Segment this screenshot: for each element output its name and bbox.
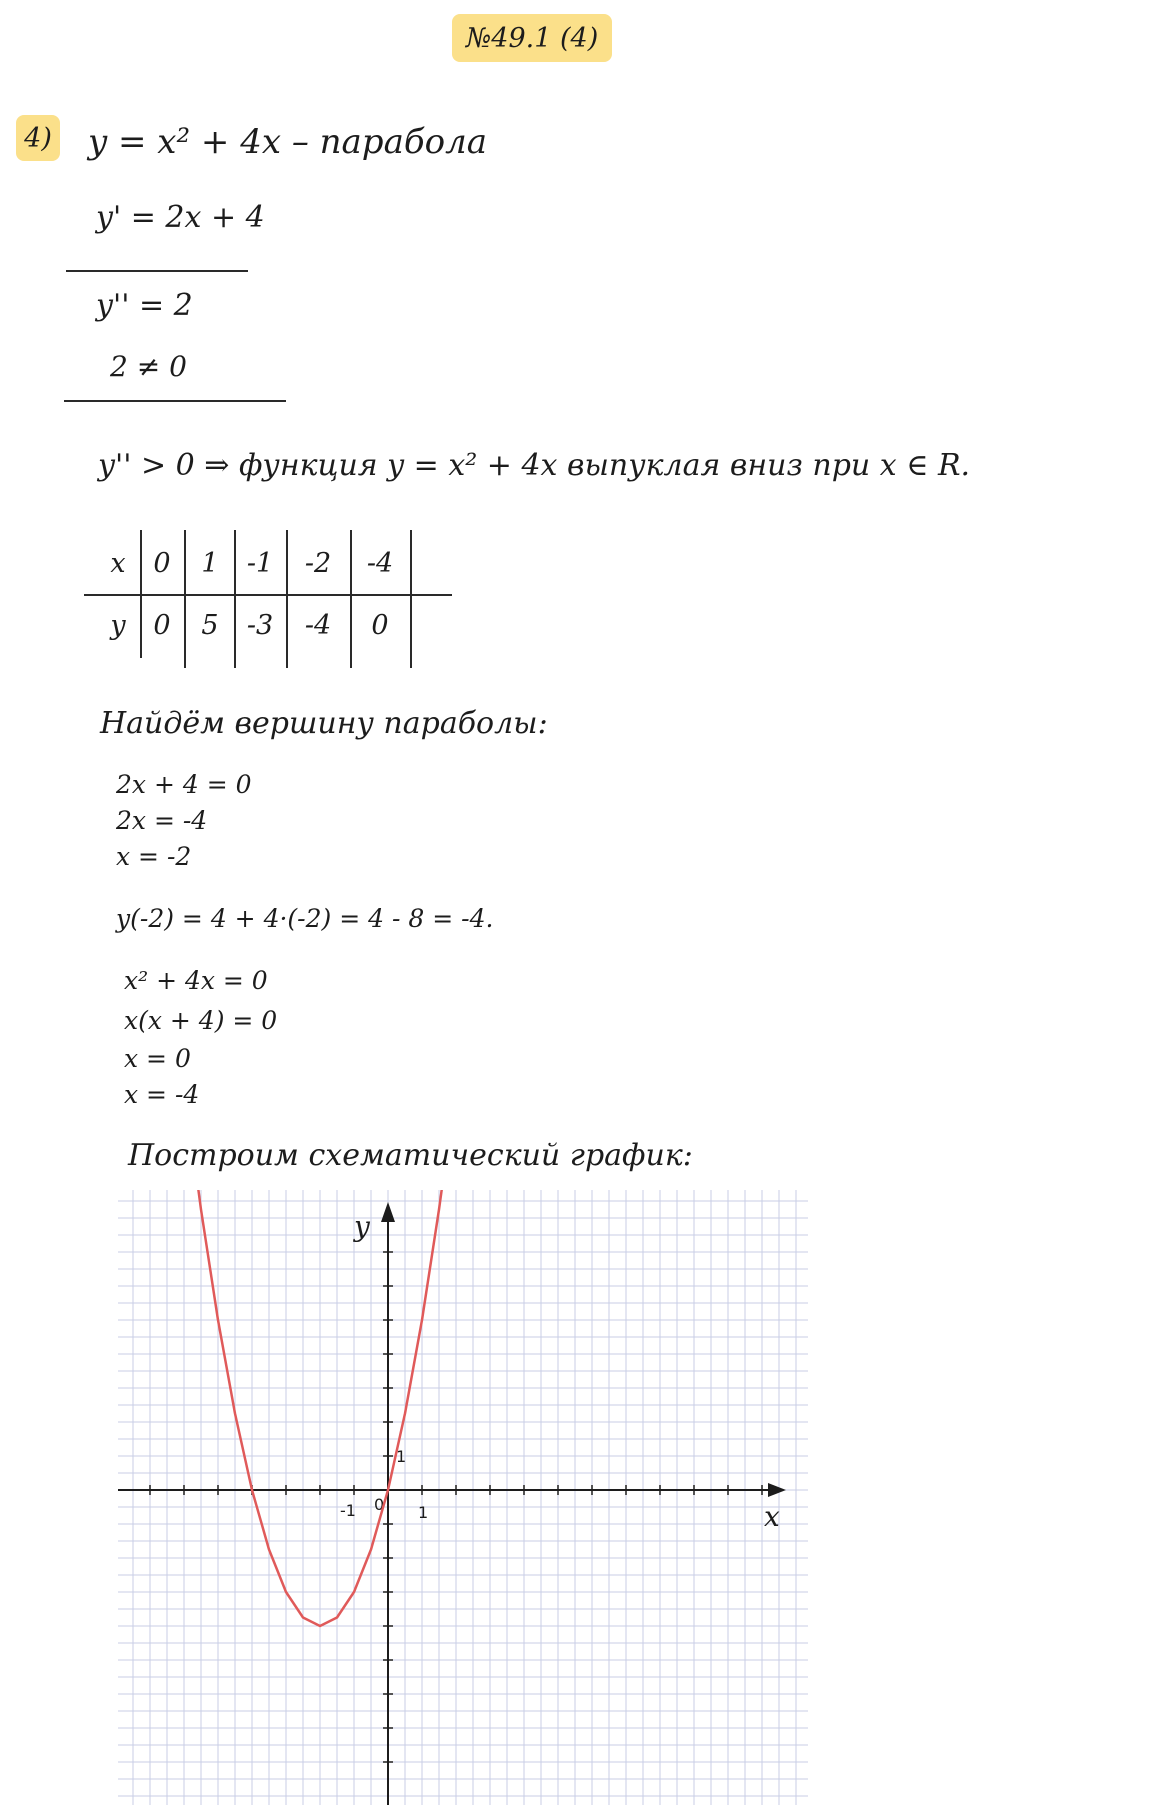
table-y-value: -3 [246, 610, 274, 641]
part-label-badge [16, 115, 60, 161]
x-axis-label: x [764, 1500, 780, 1533]
vertex-step: 2x = -4 [116, 806, 208, 835]
table-x-value: -1 [246, 548, 274, 579]
vertex-heading: Найдём вершину параболы: [100, 706, 548, 741]
table-y-value: -4 [304, 610, 332, 641]
problem-number: №49.1 (4) [465, 22, 599, 54]
first-derivative: y' = 2x + 4 [96, 200, 265, 235]
vertex-step: x = -2 [116, 842, 192, 871]
table-x-value: -2 [304, 548, 332, 579]
graph-heading: Построим схематический график: [128, 1138, 693, 1173]
grid-paper [118, 1190, 808, 1805]
table-y-value: 5 [201, 610, 219, 641]
part-label: 4) [24, 122, 52, 154]
vertex-value: y(-2) = 4 + 4·(-2) = 4 - 8 = -4. [116, 904, 494, 933]
table-column-line [350, 530, 352, 668]
table-column-line [286, 530, 288, 668]
table-column-line [184, 530, 186, 668]
second-derivative: y'' = 2 [96, 288, 193, 323]
table-x-value: 1 [201, 548, 219, 579]
table-y-label: y [110, 610, 126, 641]
table-column-line [234, 530, 236, 668]
table-y-value: 0 [153, 610, 171, 641]
origin-label: 0 [374, 1495, 385, 1514]
nonzero-check: 2 ≠ 0 [110, 350, 187, 383]
roots-step: x = 0 [124, 1044, 191, 1073]
divider-line [64, 400, 286, 402]
y-axis-arrow-icon [381, 1202, 395, 1222]
table-column-line [410, 530, 412, 668]
table-y-value: 0 [371, 610, 389, 641]
roots-step: x(x + 4) = 0 [124, 1006, 278, 1035]
x-axis-arrow-icon [768, 1483, 786, 1497]
x-tick-label: -1 [340, 1501, 356, 1520]
convexity-statement: y'' > 0 ⇒ функция y = x² + 4x выпуклая вниз при x ∈ R. [98, 448, 971, 483]
table-x-value: 0 [153, 548, 171, 579]
function-definition: y = x² + 4x – парабола [88, 122, 487, 162]
vertex-step: 2x + 4 = 0 [116, 770, 252, 799]
table-x-value: -4 [366, 548, 394, 579]
roots-step: x = -4 [124, 1080, 200, 1109]
parabola-graph [118, 1190, 808, 1805]
divider-line [66, 270, 248, 272]
x-tick-label: 1 [418, 1503, 429, 1522]
y-axis-label: y [354, 1210, 370, 1243]
problem-number-badge [452, 14, 612, 62]
parabola-curve [184, 1190, 449, 1626]
y-tick-label: 1 [396, 1447, 407, 1466]
table-x-label: x [110, 548, 126, 579]
roots-step: x² + 4x = 0 [124, 966, 268, 995]
